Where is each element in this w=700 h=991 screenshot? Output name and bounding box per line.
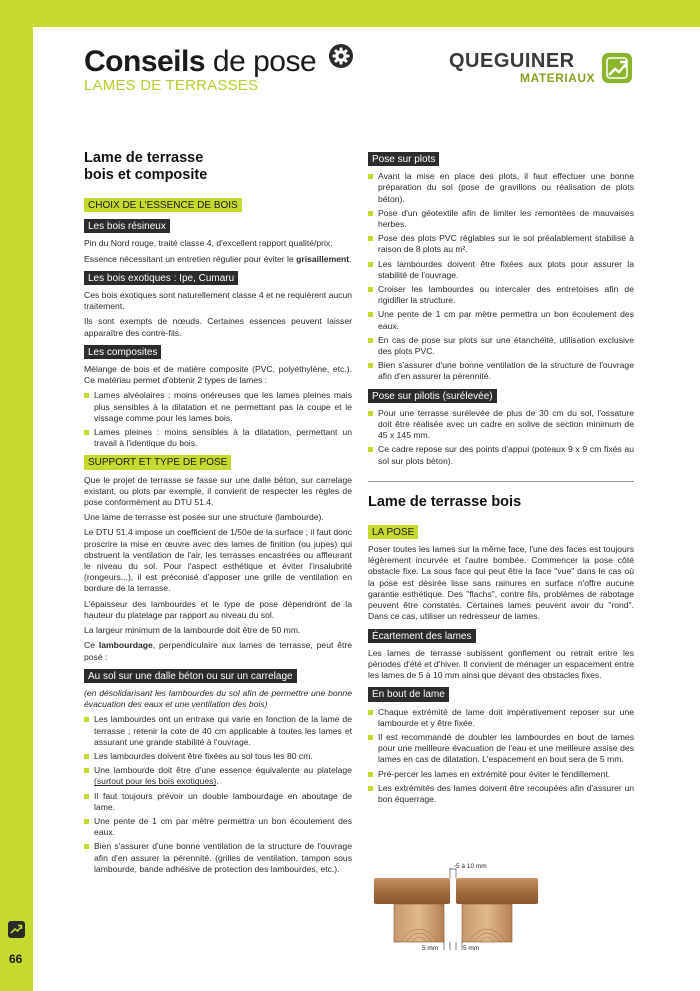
divider [368, 481, 634, 482]
right-joist [462, 904, 512, 942]
page-subtitle: LAMES DE TERRASSES [84, 77, 259, 94]
label-la-pose: LA POSE [368, 525, 418, 539]
end-dimensions [422, 942, 479, 952]
list-item: Pré-percer les lames en extrémité pour éviter le fendillement. [368, 769, 634, 780]
label-choix-essence: CHOIX DE L'ESSENCE DE BOIS [84, 198, 242, 212]
paragraph: Une lame de terrasse est posée sur une structure (lambourde). [84, 512, 324, 523]
paragraph: L'épaisseur des lambourdes et le type de pose dépendront de la hauteur du platelage par rapport au niveau du sol. [84, 598, 352, 620]
page-title: Conseils de pose [84, 43, 354, 79]
paragraph: Ils sont exempts de nœuds. Certaines essences peuvent laisser apparaître des contre-fils. [84, 316, 352, 338]
list-item: Chaque extrémité de lame doit impérativement reposer sur une lambourde et y être fixée. [368, 707, 634, 729]
brand-mark-icon [602, 53, 632, 83]
list-item: Ce cadre repose sur des points d'appui (poteaux 9 x 9 cm fixés au sol sur plots béton). [368, 444, 634, 466]
label-bois-exotiques: Les bois exotiques : Ipe, Cumaru [84, 271, 238, 285]
paragraph: Poser toutes les lames sur la même face, l'une des faces est toujours légèrement incurvée et l'autre bombée. Commencer la pose côté obstacle fixe. La sous face qui peut être la face "vue" dans le cas où la pose est désirée lisse sans rainures en surface n'offre aucune garantie esthétique. Des "flachs", contre fils, problèmes de rabotage peuvent être constatés. Certaines lames peuvent avoir du "rond". Dans ce cas, utiliser un redresseur de lames. [368, 544, 634, 622]
left-joist [394, 904, 444, 942]
label-support-pose: SUPPORT ET TYPE DE POSE [84, 455, 231, 469]
list-item: Bien s'assurer d'une bonne ventilation de la structure de l'ouvrage afin d'en assurer la pérennité. (grilles de ventilation, tampon sous lambourde, bande adhésive de protection des lambourdes, etc.). [84, 841, 352, 875]
label-composites: Les composites [84, 345, 161, 359]
list-item: Une pente de 1 cm par mètre permettra un bon écoulement des eaux. [84, 816, 352, 838]
section-heading-bois: Lame de terrasse bois [368, 493, 522, 510]
brand-logo [449, 50, 639, 92]
label-ecartement: Écartement des lames [368, 629, 476, 643]
corner-logo-icon [8, 921, 25, 938]
list-item: Il faut toujours prévoir un double lambourdage en aboutage de lame. [84, 791, 352, 813]
label-pose-pilotis: Pose sur pilotis (surélevée) [368, 389, 497, 403]
list-item: Pose d'un géotextile afin de limiter les remontées de mauvaises herbes. [368, 208, 634, 230]
paragraph: Essence nécessitant un entretien régulier pour éviter le grisaillement. [84, 253, 352, 264]
section-heading-composite: Lame de terrasse bois et composite [84, 150, 208, 183]
paragraph: Que le projet de terrasse se fasse sur une dalle béton, sur carrelage existant, ou plots par exemple, il convient de respecter les règles de pose conformément au DTU 51.4. [84, 474, 352, 508]
list-item: Lames pleines : moins sensibles à la dilatation, permettant un travail à l'identique du bois. [84, 427, 352, 449]
label-bout-de-lame: En bout de lame [368, 687, 449, 701]
list-item: Bien s'assurer d'une bonne ventilation de la structure de l'ouvrage afin d'en assurer la pérennité. [368, 360, 634, 382]
list-item: Les lambourdes doivent être fixées aux plots pour assurer la stabilité de l'ouvrage. [368, 259, 634, 281]
gear-icon [328, 43, 354, 69]
list-item: Les extrémités des lames doivent être recoupées afin d'assurer un bon équerrage. [368, 783, 634, 805]
list-item: Lames alvéolaires : moins onéreuses que les lames pleines mais plus sensibles à la dilatation et ne permettant pas la coupe et le vissage comme pour les lames bois. [84, 390, 352, 424]
list-item: Les lambourdes doivent être fixées au sol tous les 80 cm. [84, 751, 352, 762]
list-item: Une lambourde doit être d'une essence équivalente au platelage (surtout pour les bois exotiques). [84, 765, 352, 787]
brand-subname: MATERIAUX [520, 71, 595, 85]
label-dalle-beton: Au sol sur une dalle béton ou sur un carrelage [84, 669, 297, 683]
right-board [456, 878, 538, 904]
plots-list [368, 171, 634, 382]
note-italic: (en désolidarisant les lambourdes du sol afin de permettre une bonne évacuation des eaux et une ventilation des bois) [84, 687, 352, 710]
paragraph: Pin du Nord rouge, traité classe 4, d'excellent rapport qualité/prix. [84, 238, 333, 249]
paragraph: La largeur minimum de la lambourde doit être de 50 mm. [84, 625, 301, 636]
list-item: Une pente de 1 cm par mètre permettra un bon écoulement des eaux. [368, 309, 634, 331]
dalle-list [84, 714, 352, 875]
right-column [368, 150, 634, 809]
left-board [374, 878, 450, 904]
list-item: Pour une terrasse surélevée de plus de 30 cm du sol, l'ossature doit être réalisée avec un cadre en solive de section minimum de 45 x 145 mm. [368, 408, 634, 442]
left-end-label: 5 mm [422, 945, 439, 952]
gap-dimension [450, 863, 487, 878]
lame-spacing-diagram [366, 858, 632, 954]
list-item: Croiser les lambourdes ou intercaler des entretoises afin de rigidifier la structure. [368, 284, 634, 306]
list-item: Pose des plots PVC réglables sur le sol préalablement stabilisé à raison de 8 plots au m². [368, 233, 634, 255]
gap-label: 5 à 10 mm [456, 863, 487, 870]
composites-list [84, 390, 352, 449]
right-end-label: 5 mm [463, 945, 480, 952]
left-column [84, 150, 352, 879]
paragraph: Ces bois exotiques sont naturellement classe 4 et ne requièrent aucun traitement. [84, 290, 353, 312]
bout-list [368, 707, 634, 806]
label-pose-plots: Pose sur plots [368, 152, 439, 166]
paragraph: Mélange de bois et de matière composite (PVC, polyéthylène, etc.). Ce matériau permet d'obtenir 2 types de lames : [84, 364, 352, 386]
label-bois-resineux: Les bois résineux [84, 219, 170, 233]
brand-name: QUEGUINER [449, 50, 575, 72]
list-item: Il est recommandé de doubler les lambourdes en bout de lames pour une meilleure évacuation de l'eau et une meilleure assise des lames en cas de dilatation. L'espacement en bout sera de 5 mm. [368, 732, 634, 766]
paragraph: Le DTU 51.4 impose un coefficient de 1/50e de la surface ; il faut donc proscrire la mise en œuvre avec des lames de finition (ou jupes) qui obstruent la ventilation de l'air, les terrasses encastrées ou affleurant le niveau du sol. Pour l'aspect esthétique et éviter l'insalubrité (rongeurs...), il est préconisé d'apposer une grille de ventilation en bordure de la terrasse. [84, 527, 352, 594]
paragraph: Les lames de terrasse subissent gonflement ou retrait entre les périodes d'été et d'hiver. Il convient de ménager un espacement entre les lames de 5 à 10 mm ainsi que devant des obstacles fixes. [368, 647, 634, 681]
list-item: Les lambourdes ont un entraxe qui varie en fonction de la lame de terrasse ; retenir la cote de 40 cm applicable à toutes les lames et assurant une grande stabilité à l'ouvrage. [84, 714, 352, 748]
pilotis-list [368, 408, 634, 467]
list-item: En cas de pose sur plots sur une étanchéité, utilisation exclusive des plots PVC. [368, 335, 634, 357]
paragraph: Ce lambourdage, perpendiculaire aux lames de terrasse, peut être posé : [84, 640, 352, 662]
list-item: Avant la mise en place des plots, il faut effectuer une bonne préparation du sol (pose de gravillons ou réalisation de plots béton). [368, 171, 634, 205]
page-number: 66 [9, 952, 23, 966]
